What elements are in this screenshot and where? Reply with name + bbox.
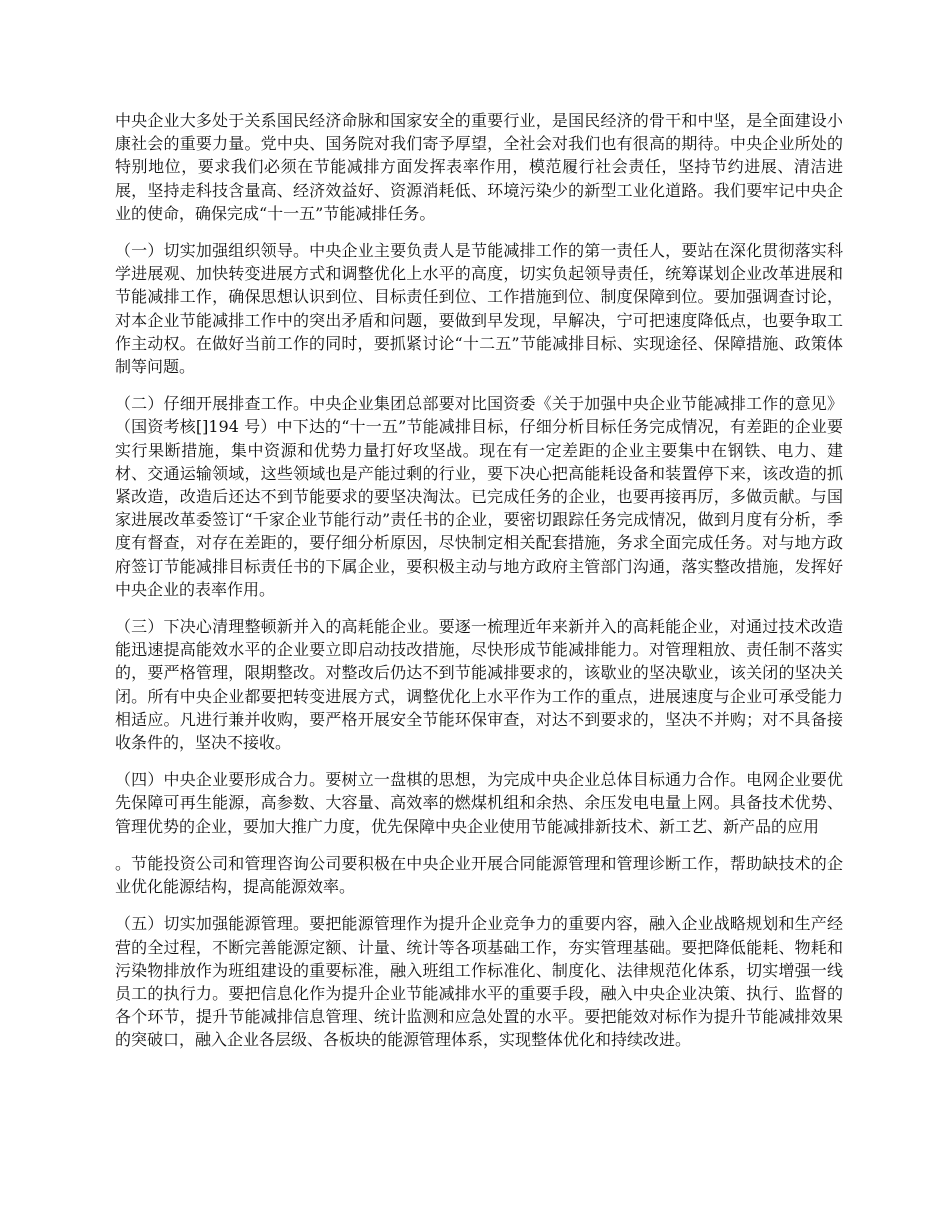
paragraph-intro: 中央企业大多处于关系国民经济命脉和国家安全的重要行业，是国民经济的骨干和中坚，是全面建设小康社会的重要力量。党中央、国务院对我们寄予厚望，全社会对我们也有很高的期待。中央企业所处的特别地位，要求我们必须在节能减排方面发挥表率作用，模范履行社会责任，坚持节约进展、清洁进展，坚持走科技含量高、经济效益好、资源消耗低、环境污染少的新型工业化道路。我们要牢记中央企业的使命，确保完成“十一五”节能减排任务。	[115, 111, 843, 223]
paragraph-section-1: （一）切实加强组织领导。中央企业主要负责人是节能减排工作的第一责任人，要站在深化贯彻落实科学进展观、加快转变进展方式和调整优化上水平的高度，切实负起领导责任，统筹谋划企业改革进展和节能减排工作，确保思想认识到位、目标责任到位、工作措施到位、制度保障到位。要加强调查讨论，对本企业节能减排工作中的突出矛盾和问题，要做到早发现，早解决，宁可把速度降低点，也要争取工作主动权。在做好当前工作的同时，要抓紧讨论“十二五”节能减排目标、实现途径、保障措施、政策体制等问题。	[115, 241, 843, 377]
paragraph-section-4: （四）中央企业要形成合力。要树立一盘棋的思想，为完成中央企业总体目标通力合作。电网企业要优先保障可再生能源，高参数、大容量、高效率的燃煤机组和余热、余压发电电量上网。具备技术优势、管理优势的企业，要加大推广力度，优先保障中央企业使用节能减排新技术、新工艺、新产品的应用	[115, 770, 843, 836]
paragraph-section-2: （二）仔细开展排查工作。中央企业集团总部要对比国资委《关于加强中央企业节能减排工作的意见》（国资考核[]194 号）中下达的“十一五”节能减排目标，仔细分析目标任务完成情况，有差距的企业要实行果断措施，集中资源和优势力量打好攻坚战。现在有一定差距的企业主要集中在钢铁、电力、建材、交通运输领域，这些领域也是产能过剩的行业，要下决心把高能耗设备和装置停下来，该改造的抓紧改造，改造后还达不到节能要求的要坚决淘汰。已完成任务的企业，也要再接再厉，多做贡献。与国家进展改革委签订“千家企业节能行动”责任书的企业，要密切跟踪任务完成情况，做到月度有分析，季度有督查，对存在差距的，要仔细分析原因，尽快制定相关配套措施，务求全面完成任务。对与地方政府签订节能减排目标责任书的下属企业，要积极主动与地方政府主管部门沟通，落实整改措施，发挥好中央企业的表率作用。	[115, 394, 843, 599]
paragraph-section-4-continued: 。节能投资公司和管理咨询公司要积极在中央企业开展合同能源管理和管理诊断工作，帮助缺技术的企业优化能源结构，提高能源效率。	[115, 853, 843, 897]
paragraph-section-3: （三）下决心清理整顿新并入的高耗能企业。要逐一梳理近年来新并入的高耗能企业，对通过技术改造能迅速提高能效水平的企业要立即启动技改措施，尽快形成节能减排能力。对管理粗放、责任制不落实的，要严格管理，限期整改。对整改后仍达不到节能减排要求的，该歇业的坚决歇业，该关闭的坚决关闭。所有中央企业都要把转变进展方式，调整优化上水平作为工作的重点，进展速度与企业可承受能力相适应。凡进行兼并收购，要严格开展安全节能环保审查，对达不到要求的，坚决不并购；对不具备接收条件的，坚决不接收。	[115, 617, 843, 753]
document-body	[115, 109, 843, 1066]
paragraph-section-5: （五）切实加强能源管理。要把能源管理作为提升企业竞争力的重要内容，融入企业战略规划和生产经营的全过程，不断完善能源定额、计量、统计等各项基础工作，夯实管理基础。要把降低能耗、物耗和污染物排放作为班组建设的重要标准，融入班组工作标准化、制度化、法律规范化体系，切实增强一线员工的执行力。要把信息化作为提升企业节能减排水平的重要手段，融入中央企业决策、执行、监督的各个环节，提升节能减排信息管理、统计监测和应急处置的水平。要把能效对标作为提升节能减排效果的突破口，融入企业各层级、各板块的能源管理体系，实现整体优化和持续改进。	[115, 914, 843, 1050]
